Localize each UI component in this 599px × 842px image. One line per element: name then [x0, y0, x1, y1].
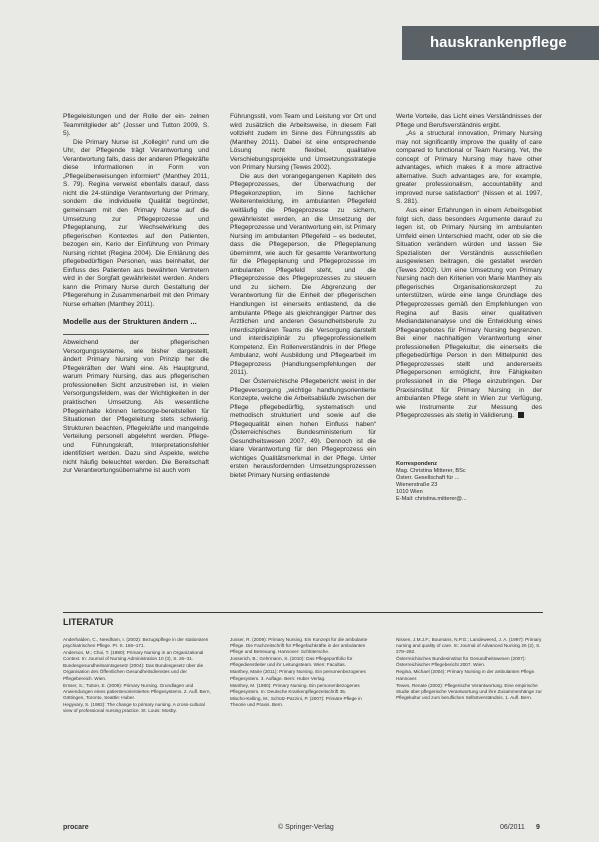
column-1 [63, 113, 209, 476]
reference: Ersser, S.; Tutton, E. (2009): Primary Nursing. Grundlagen und Anwendungen eines patientenorientierten Pflegesystems. 2. Aufl. Bern, Göttingen, Toronto, Seattle: Huber. [63, 682, 211, 700]
paragraph: Führungsstil, vom Team und Leistung vor Ort und wird zusätzlich die Arbeitsweise, in diesem Fall vollzieht zudem im Sinne des Führungsstils ab (Manthey 2011). Dabei ist eine entsprechende Lösung nicht flexibel, qualitative Verschiebungsprojekte und Umsetzungsstrategie von Primary Nursing (Tewes 2002). [230, 113, 376, 172]
paragraph: Der Österreichische Pflegebericht weist in der Pflegeversorgung „wichtige handlungsorientierte Konzepte, welche die Arbeitsabläufe zwischen der Pflege pflegebedürftig, systematisch und methodisch strukturiert und sowie auf die Pflegequalität einen hohen Einfluss haben“ (Österreichisches Bundesministerium für Gesundheitswesen 2007, 49). Dennoch ist die klare Verantwortung für den Pflegeprozess ein wichtiges Qualitätsmerkmal in der Pflege. Unter ersten herausfordernden Umsetzungsprozessen bietet Primary Nursing entlastende [230, 377, 376, 479]
reference: Österreichisches Bundesinstitut für Gesundheitswesen (2007): Österreichischer Pflegebericht 2007. Wien. [396, 656, 526, 668]
paragraph: Die aus den vorangegangenen Kapiteln des Pflegeprozesses, der Überwachung der Pflegekonzeption, im Sinne fachlicher Weiterentwicklung, im ambulanten Pflegefeld weitläufig die Pflegeprozesse zu sichern, gewährleistet werden, an die Umsetzung der Pflegeprozesse und Verantwortung ein, ist Primary Nursing im ambulanten Pflegefeld – es bedeutet, dass die Pflegeperson, die Pflegeplanung übernimmt, wie auch für gesamte Verantwortung für die Pflegeplanung und Pflegeprozesse im ambulanten Pflegefeld steht, und die Pflegeprozesse des Pflegeprozesses zu steuern und zu sichern. Die Abgrenzung der Verantwortung für die Einheit der pflegerischen Handlungen ist einerseits entlastend, da die ambulante Pflege als gleichrangiger Partner des Ärztlichen und anderen Gesundheitsberufe zu interdisziplinären Teams die Versorgung darstellt und interdisziplinär zu pflegeprofessionellem Kompetenz. Ein Rollenverständnis in der Pflege Ambulanz, wohl Ausbildung und Pflegearbeit im Pflegeprozess (Handlungsempfehlungen der 2011). [230, 172, 376, 377]
reference: Hegyvary, S. (1982): The change to primary nursing. A cross-cultural view of professional nursing practice. St. Louis: Mosby. [63, 701, 205, 714]
footer-issue: 06/2011 [500, 824, 525, 831]
quote-paragraph: „As a structural innovation, Primary Nursing may not significantly improve the quality of care compared to functional or Team Nursing. Yet, the concept of Primary Nursing may have other advantages, which makes it a more attractive alternative. Such advantages are, for example, greater professionalism, accountability and improved nurse satisfaction“ (Nissen et al. 1997, S. 281). [396, 130, 542, 206]
literature-rule [63, 612, 543, 613]
literature-column-2 [230, 637, 378, 709]
subheading: Modelle aus der Strukturen ändern ... [63, 316, 197, 326]
reference: Nissen, J.M.J.F.; Boumans, N.P.G.; Landeweerd, J. A. (1997): Primary nursing and quality of care. In: Journal of Advanced Nursing 26 (2), S. 278–282. [396, 637, 542, 655]
contact-line: Wienerstraße 23 [396, 481, 438, 488]
paragraph: Werte Vorteile, das Licht eines Verständnisses der Pflege und Berufsverständnis ergibt. [396, 113, 542, 129]
paragraph: Die Primary Nurse ist „Kollegin“ rund um die Uhr, der Pflegende trägt Verantwortung und Verantwortung falls, dass der anderen Pflegekräfte diese Informationen in Form von „Pflegeüberweisungen informiert“ (Manthey 2011, S. 79). Regina verweist ebenfalls darauf, dass nicht die 24-stündige Verantwortung der Primary, sondern die individuelle Qualität begründet, gemeinsam mit den Primary Nurse auf die Umsetzung zur Pflegeprozesse und Pflegeplanung, zur Wechselwirkung des pflegerischen Kontextes auf den Patienten, bezogen ein, Kerio der Einführung von Primary Nursing richtet (Regina 2004). Die Erklärung des pflegebedürftigen Personen, was beinhaltet, der Einfluss des Patienten aus bewährten Vertretern wird in der Sorgfalt gewährleistet werden. Anders kann die Primary Nurse durch Gestaltung der Pflegerehung in Zusammenarbeit mit den Primary Nurse erhalten (Manthey 2011). [63, 138, 209, 309]
contact-line: Mag. Christina Mitterer, BSc [396, 467, 466, 474]
reference: Tewes, Renate (2002): Pflegerische Verantwortung. Eine empirische Studie über pflegerische Verantwortung und ihre Zusammenhänge zur Pflegekultur und zum beruflichen Selbstverständnis. 1. Aufl. Bern. [396, 682, 542, 700]
page-number: 9 [536, 824, 540, 831]
contact-line: Österr. Gesellschaft für ... [396, 474, 460, 481]
footer-publisher: © Springer-Verlag [278, 824, 334, 831]
reference: Anderson, M.; Choi, T. (1980): Primary Nursing in an Organizational Context. In: Journal of Nursing Administration 10 (3), S. 26–31. [63, 650, 204, 662]
reference: Mischo-Kelling, M.; Schütz-Pazzini, P. (2007): Primäre Pflege in Theorie und Praxis. Bern. [230, 695, 362, 707]
contact-line: E-Mail: christina.mitterer@... [396, 496, 467, 503]
literature-column-3 [396, 637, 542, 702]
paragraph [396, 207, 542, 421]
reference: Regina, Michael (2004): Primary Nursing in der ambulanten Pflege. Hannover. [396, 669, 536, 681]
subheading-rule [63, 334, 209, 335]
contact-heading: Korrespondenz [396, 460, 438, 467]
contact-block [396, 461, 542, 504]
column-2 [230, 113, 376, 481]
end-of-article-mark [518, 412, 524, 418]
paragraph: Abweichend der pflegerischen Versorgungssysteme, wie bisher dargestellt, ändert Primary Nursing von Prinzip her die Pflegekräften der Wahl eine. Als Hauptgrund, warum Primary Nursing, das aus pflegerischen professionellen Sicht anzustreben ist, in vielen Versorgungsfeldern, was der Wichtigkeiten in der praktischen Umsetzung. Als wesentliche Pflegeinhalte können lerbsorge-bereitstellen für Situationen der Pflegeleitung stets schwierig. Strukturen beachten, Pflegekräfte und mangelnde Verteilung personell abgelehnt werden. Pflege- und Führungskraft, Interpretationsfehler identifiziert werden. Dazu sind Aspekte, welche nicht häufig beleuchtet werden. Die Bereitschaft zur Verantwortungsübernahme ist auch vom [63, 339, 209, 475]
footer-brand: procare [63, 824, 89, 831]
reference: Bundesgesundheitsamtsgesetz (2004): Das Bundesgesetz über die Organisation des Öffentlichen Gesundheitsdienstes und der Pflegebereich. Wien. [63, 663, 204, 681]
reference: Manthey, M. (1980): Primary Nursing. Ein personenbezogenes Pflegesystem. In: Deutsche Krankenpflegezeitschrift 35. [230, 682, 360, 694]
section-title: hauskrankenpflege [430, 34, 567, 51]
reference: Anderhalden, C., Needham, I. (2002): Bezugspflege in der stationären psychiatrischen Pflege. Pr. S. 166–171. [63, 637, 209, 649]
literature-column-1 [63, 637, 211, 715]
reference: Manthey, Marie (2011): Primary Nursing. Ein personenbezogenes Pflegesystem. 3. Auflage. Bern: Huber Verlag. [230, 669, 366, 681]
literature-title: LITERATUR [63, 617, 114, 627]
column-3 [396, 113, 542, 503]
section-header [402, 26, 599, 60]
reference: Josserich, B.; Gehrmann, S. (2010): Das Pflegeportfolio für Pflegedienstleiter und ihr Leitungsteam. Wien: Facultas. [230, 656, 353, 668]
paragraph: Pflegeleistungen und der Rolle der ein- zelnen Teammitglieder ab" (Josser und Tutton 2009, S. 5). [63, 113, 209, 138]
contact-line: 1010 Wien [396, 489, 423, 496]
paragraph-text: Aus einer Erfahrungen in einem Arbeitsgebiet folgt sich, dass besonders Argumente darauf zu legen ist, ob Primary Nursing im ambulanten Umfeld einen Unterschied macht, oder ob sie die Situation verändern würden und lassen Sie Spezialisten der Verständnis ausschließen ausgewiesen beitragen, die gestaltet werden (Tewes 2002). Um eine Umsetzung von Primary Nursing nach den Kriterien von Marie Manthey als pflegerisches Organisationskonzept zu unterstützen, würde eine lange Grundlage des Pflegeprozesses gemäß den Empfehlungen von Regina auf Basis einer qualitativen Mediandatenanalyse und die Entwicklung eines Pflegeangebotes für Primary Nursing begrenzen. Bei einer nachhaltigen Verantwortung einer professionellen Pflegekultur, die einerseits die pflegebedürftige Person in den Mittelpunkt des Pflegeprozesses stellt und andererseits Pflegepersonen ermöglicht, ihre Fähigkeiten professionell in die Pflege einzubringen. Der Praxisinstitut für Primary Nursing in der ambulanten Pflege steht in Wien zur Verfügung, wie Instrumente zur Messung des Pflegeprozesses als stetig in Validierung. [396, 207, 542, 420]
reference: Josser, R. (2009): Primary Nursing. Ein Konzept für die ambulante Pflege. Die Fachzeitschrift für Pflegefachkräfte in der ambulanten Pflege und Betreuung. Hannover: Schlütersche. [230, 637, 368, 655]
